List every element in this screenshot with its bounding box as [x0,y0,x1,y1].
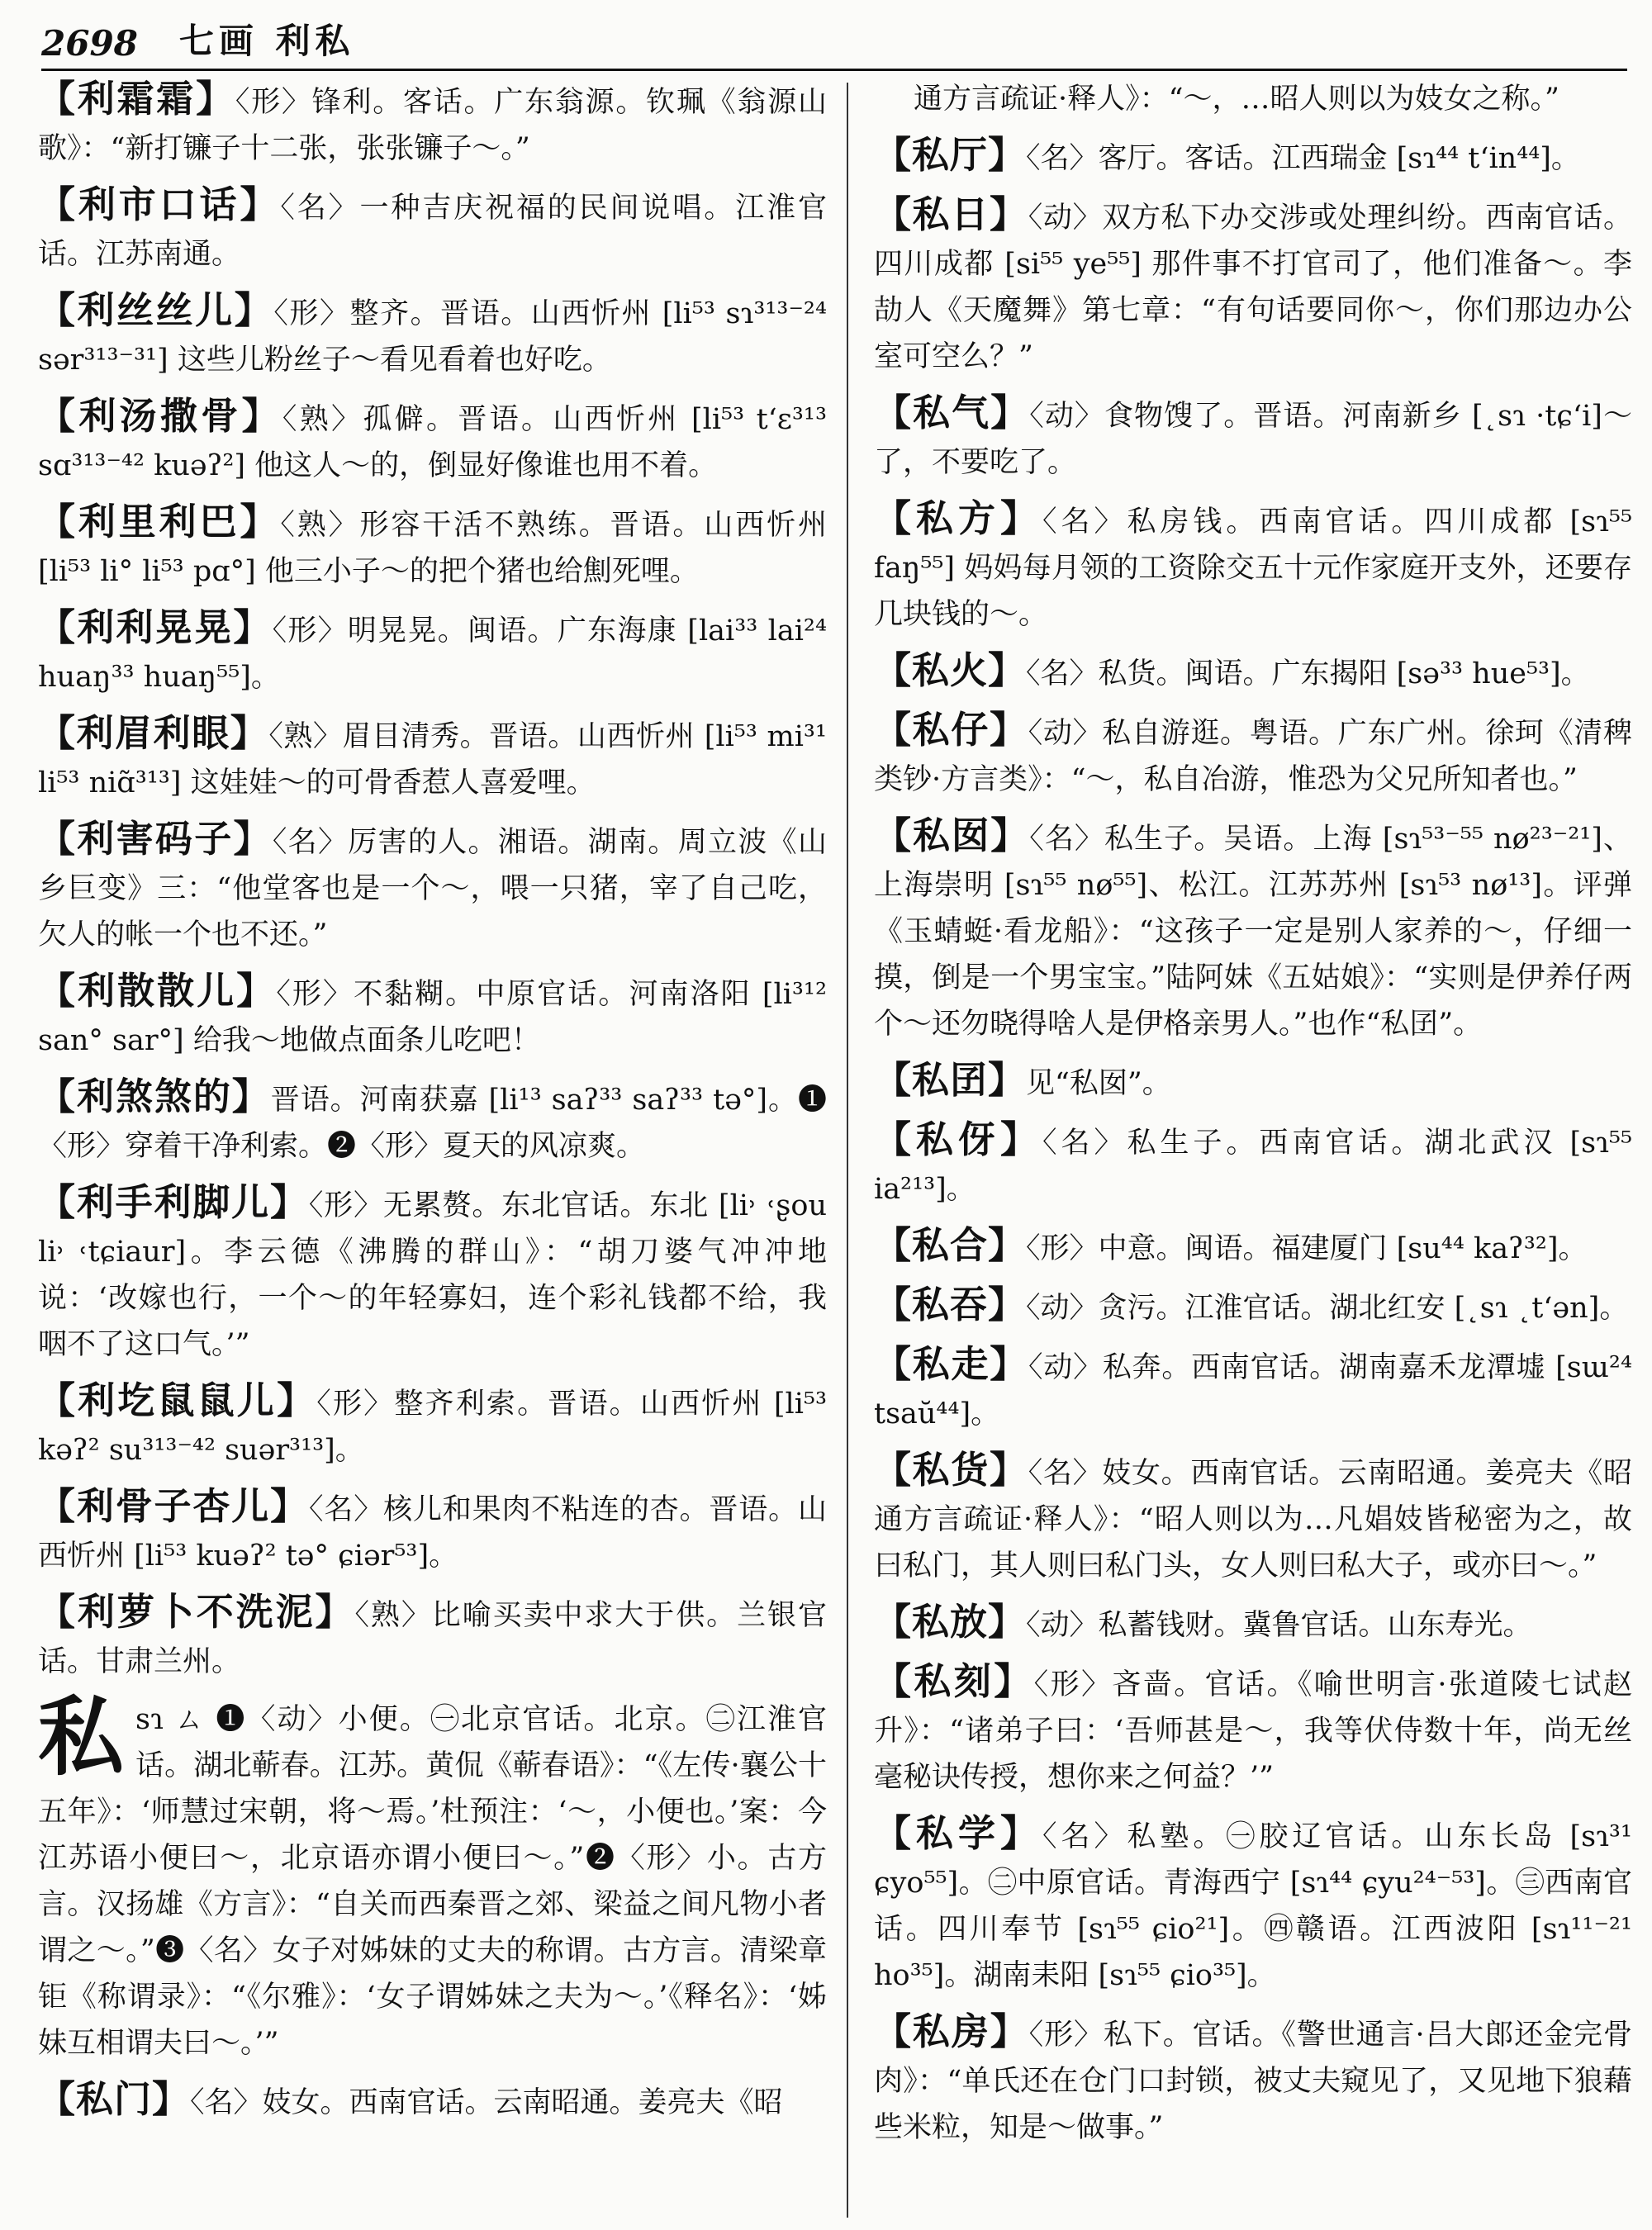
entry-headword: 【私日】 [874,192,1028,236]
entry-headword: 【私方】 [874,496,1042,540]
entry-definition: 〈名〉私塾。㊀胶辽官话。山东长岛 [sɿ³¹ ɕyo⁵⁵]。㊁中原官话。青海西宁 [sɿ⁴⁴ ɕyu²⁴⁻⁵³]。㊂西南官话。四川奉节 [sɿ⁵⁵ ɕio²¹]。㊃赣语。江西波阳 [sɿ¹¹⁻²¹ ho³⁵]。湖南耒阳 [sɿ⁵⁵ ɕio³⁵]。 [874,1820,1632,1992]
entry-headword: 【私学】 [874,1811,1042,1855]
entry-headword: 【利霜霜】 [38,77,235,121]
entry-headword: 【私走】 [874,1342,1029,1386]
entry-headword: 【利汤撒骨】 [38,394,282,438]
entry-definition: 〈熟〉形容干活不熟练。晋语。山西忻州 [li⁵³ li° li⁵³ pɑ°] 他三小子～的把个猪也给劁死哩。 [38,509,827,588]
dictionary-entry [874,813,1632,1047]
entry-definition: 〈形〉锋利。客话。广东翁源。钦珮《翁源山歌》：“新打镰子十二张，张张镰子～。” [38,86,827,165]
head-character-definition: sɿ ㄙ ❶〈动〉小便。㊀北京官话。北京。㊁江淮官话。湖北蕲春。江苏。黄侃《蕲春语》：“《左传·襄公十五年》：‘师慧过宋朝，将～焉。’杜预注：‘～，小便也。’案：今江苏语小便曰～，北京语亦谓小便曰～。”❷〈形〉小。古方言。汉扬雄《方言》：“自关而西秦晋之郊、梁益之间凡物小者谓之～。”❸〈名〉女子对姊妹的丈夫的称谓。古方言。清梁章钜《称谓录》：“《尔雅》：‘女子谓姊妹之夫为～。’《释名》：‘姊妹互相谓夫曰～。’” [38,1703,827,2060]
dictionary-entry [38,1074,827,1170]
dictionary-entry [874,1447,1632,1589]
entry-definition: 〈名〉私货。闽语。广东揭阳 [sə³³ hue⁵³]。 [1026,657,1590,690]
entry-headword: 【私刻】 [874,1659,1034,1703]
head-character-entry [38,1686,827,2066]
dictionary-entry [38,393,827,489]
dictionary-entry [38,2076,827,2126]
entry-headword: 【利萝卜不洗泥】 [38,1590,355,1634]
entry-headword: 【利散散儿】 [38,969,277,1013]
dictionary-entry [38,1589,827,1685]
dictionary-entry [38,816,827,958]
entry-definition: 〈形〉中意。闽语。福建厦门 [su⁴⁴ kaʔ³²]。 [1026,1232,1588,1265]
dictionary-entry [38,968,827,1064]
dictionary-entry [874,132,1632,182]
entry-headword: 【私气】 [874,391,1030,434]
entry-definition: 〈名〉妓女。西南官话。云南昭通。姜亮夫《昭 [190,2086,783,2119]
page-header [41,18,1627,71]
entry-definition: 晋语。河南获嘉 [li¹³ saʔ³³ saʔ³³ tə°]。❶〈形〉穿着干净利索。❷〈形〉夏天的风凉爽。 [38,1084,827,1163]
entry-headword: 【利圪鼠鼠儿】 [38,1378,317,1422]
dictionary-entry [38,710,827,806]
dictionary-entry [874,1810,1632,1999]
dictionary-entry [874,1658,1632,1801]
entry-definition: 〈动〉私蓄钱财。冀鲁官话。山东寿光。 [1026,1609,1532,1642]
entry-headword: 【利骨子杏儿】 [38,1484,309,1528]
entry-definition: 〈动〉双方私下办交涉或处理纠纷。西南官话。四川成都 [si⁵⁵ ye⁵⁵] 那件事不打官司了，他们准备～。李劼人《天魔舞》第七章：“有句话要同你～，你们那边办公室可空么？” [874,202,1632,373]
dictionary-entry [38,76,827,172]
column-divider [847,83,848,2218]
entry-headword: 【利煞煞的】 [38,1075,271,1118]
entry-headword: 【利市口话】 [38,183,281,226]
dictionary-entry [38,605,827,700]
entry-definition: 〈动〉食物馊了。晋语。河南新乡 [˛sɿ ·tɕ‘i]～了，不要吃了。 [874,400,1632,479]
dictionary-entry [874,1222,1632,1272]
entry-headword: 【私仔】 [874,708,1028,752]
dictionary-entry [874,707,1632,803]
dictionary-entry [874,1057,1632,1107]
dictionary-entry [874,496,1632,638]
entry-definition: 〈名〉客厅。客话。江西瑞金 [sɿ⁴⁴ t‘in⁴⁴]。 [1026,142,1580,175]
entry-definition: 〈形〉私下。官话。《警世通言·吕大郎还金完骨肉》：“单氏还在仓门口封锁，被丈夫窥见了，又见地下狼藉些米粒，知是～做事。” [874,2019,1632,2144]
entry-headword: 【私囡】 [874,814,1030,857]
entry-headword: 【私放】 [874,1600,1027,1644]
dictionary-entry [38,499,827,595]
entry-definition: 〈熟〉眉目清秀。晋语。山西忻州 [li⁵³ mi³¹ li⁵³ niɑ̃³¹³] 这娃娃～的可骨香惹人喜爱哩。 [38,720,827,799]
page-number: 2698 [41,23,138,64]
entry-definition: 〈形〉整齐。晋语。山西忻州 [li⁵³ sɿ³¹³⁻²⁴ sər³¹³⁻³¹] 这些儿粉丝子～看见看着也好吃。 [38,297,827,377]
entry-definition: 〈动〉私奔。西南官话。湖南嘉禾龙潭墟 [sɯ²⁴ tsaŭ⁴⁴]。 [874,1351,1632,1431]
dictionary-entry [874,1341,1632,1437]
entry-headword: 【利里利巴】 [38,500,281,543]
dictionary-entry [38,1179,827,1368]
dictionary-entry [874,1599,1632,1649]
dictionary-entry [874,2009,1632,2151]
entry-definition: 〈动〉私自游逛。粤语。广东广州。徐珂《清稗类钞·方言类》：“～，私自冶游，惟恐为父兄所知者也。” [874,717,1632,796]
right-column [874,76,1632,2215]
entry-headword: 【私囝】 [874,1058,1027,1102]
entry-definition: 〈名〉妓女。西南官话。云南昭通。姜亮夫《昭通方言疏证·释人》：“昭人则以为…凡娼妓皆秘密为之，故曰私门，其人则曰私门头，女人则曰私大子，或亦曰～。” [874,1457,1632,1582]
entry-headword: 【私吞】 [874,1283,1027,1326]
page-title: 七画 利私 [178,21,355,61]
entry-definition: 〈名〉私生子。西南官话。湖北武汉 [sɿ⁵⁵ ia²¹³]。 [874,1127,1632,1206]
dictionary-entry [38,182,827,278]
entry-definition: 〈形〉不黏糊。中原官话。河南洛阳 [li³¹² san° sar°] 给我～地做点面条儿吃吧！ [38,978,827,1057]
dictionary-entry [38,1378,827,1473]
dictionary-entry [38,1483,827,1579]
continued-text: 通方言疏证·释人》：“～，…昭人则以为妓女之称。” [914,83,1559,116]
entry-definition: 见“私囡”。 [1026,1067,1171,1100]
entry-definition: 〈形〉明晃晃。闽语。广东海康 [lai³³ lai²⁴ huaŋ³³ huaŋ⁵⁵]。 [38,614,827,694]
entry-headword: 【利利晃晃】 [38,605,273,649]
entry-headword: 【私厅】 [874,133,1027,177]
entry-definition: 〈名〉私生子。吴语。上海 [sɿ⁵³⁻⁵⁵ nø²³⁻²¹]、上海崇明 [sɿ⁵⁵ nø⁵⁵]、松江。江苏苏州 [sɿ⁵³ nø¹³]。评弹《玉蜻蜓·看龙船》：“这孩子一定是别人家养的～，仔细一摸，倒是一个男宝宝。”陆阿妹《五姑娘》：“实则是伊养仔两个～还勿晓得啥人是伊格亲男人。”也作“私囝”。 [874,823,1632,1041]
entry-definition: 〈形〉吝啬。官话。《喻世明言·张道陵七试赵升》：“诸弟子曰：‘吾师甚是～，我等伏侍数十年，尚无丝毫秘诀传授，想你来之何益？’” [874,1668,1632,1794]
left-column [38,76,827,2215]
head-character: 私 [38,1686,125,1787]
entry-definition: 〈熟〉比喻买卖中求大于供。兰银官话。甘肃兰州。 [38,1599,827,1678]
entry-headword: 【私火】 [874,648,1027,692]
entry-definition: 〈形〉整齐利索。晋语。山西忻州 [li⁵³ kəʔ² su³¹³⁻⁴² suər³¹³]。 [38,1388,827,1467]
entry-headword: 【私房】 [874,2009,1029,2053]
entry-headword: 【利手利脚儿】 [38,1180,309,1224]
dictionary-entry [874,1282,1632,1331]
entry-headword: 【利丝丝儿】 [38,288,274,332]
entry-headword: 【利眉利眼】 [38,711,269,755]
dictionary-entry [874,1117,1632,1212]
entry-headword: 【私门】 [38,2077,191,2121]
entry-definition: 〈形〉无累赘。东北官话。东北 [li˒ ˓ʂou li˒ ˓tɕiaur]。李云德《沸腾的群山》：“胡刀婆气冲冲地说：‘改嫁也行，一个～的年轻寡妇，连个彩礼钱都不给，我咽不了这口气。’” [38,1189,827,1361]
entry-definition: 〈名〉私房钱。西南官话。四川成都 [sɿ⁵⁵ faŋ⁵⁵] 妈妈每月领的工资除交五十元作家庭开支外，还要存几块钱的～。 [874,505,1632,631]
entry-definition: 〈熟〉孤僻。晋语。山西忻州 [li⁵³ t‘ɛ³¹³ sɑ³¹³⁻⁴² kuəʔ²] 他这人～的，倒显好像谁也用不着。 [38,403,827,482]
dictionary-entry [38,287,827,383]
entry-definition: 〈名〉核儿和果肉不粘连的杏。晋语。山西忻州 [li⁵³ kuəʔ² tə° ɕiər⁵³]。 [38,1493,827,1573]
entry-headword: 【私伢】 [874,1117,1042,1161]
entry-definition: 〈动〉贪污。江淮官话。湖北红安 [˛sɿ ˛t‘ən]。 [1026,1292,1629,1325]
entry-definition: 〈名〉厉害的人。湘语。湖南。周立波《山乡巨变》三：“他堂客也是一个～，喂一只猪，宰了自己吃，欠人的帐一个也不还。” [38,826,827,951]
entry-definition: 〈名〉一种吉庆祝福的民间说唱。江淮官话。江苏南通。 [38,192,827,271]
entry-headword: 【利害码子】 [38,817,273,861]
entry-headword: 【私货】 [874,1448,1028,1492]
dictionary-entry [874,390,1632,486]
dictionary-entry [874,192,1632,380]
dictionary-entry [874,648,1632,697]
entry-headword: 【私合】 [874,1223,1027,1267]
